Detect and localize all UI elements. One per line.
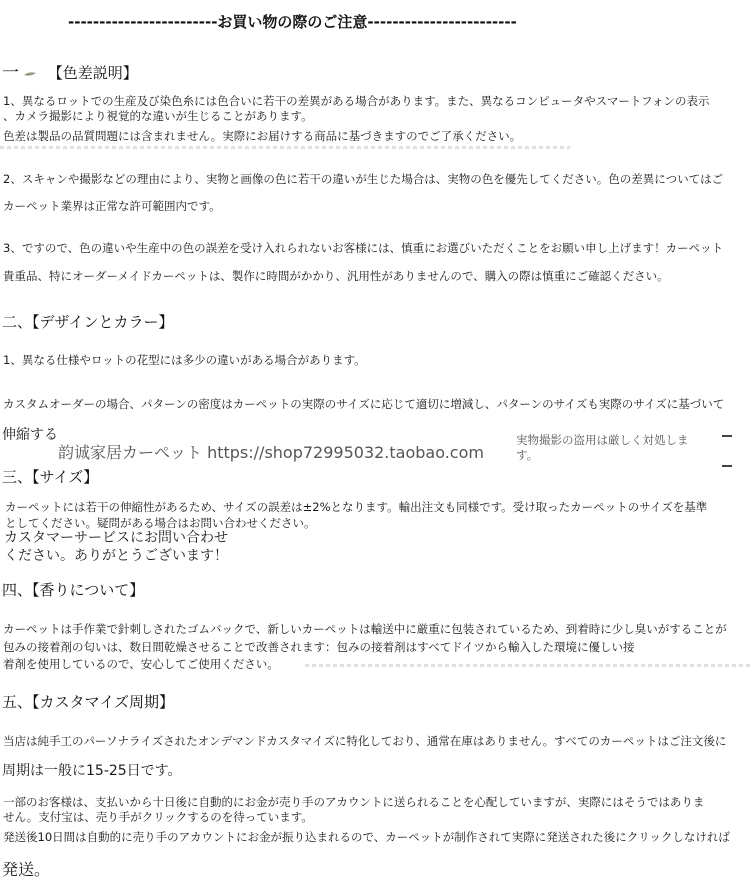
sec5-paragraph-6: 発送。 (2, 860, 51, 879)
sec2-paragraph-1: 1、異なる仕様やロットの花型には多少の違いがある場合があります。 (3, 353, 366, 367)
sec4-paragraph-1: カーペットは手作業で針刺しされたゴムバックで、新しいカーペットは輸送中に厳重に包装されているため、到着時に少し臭いがすることが (3, 622, 727, 636)
sec2-paragraph-3: 伸縮する (2, 427, 58, 443)
sec1-paragraph-3b: 貴重品、特にオーダーメイドカーペットは、製作に時間がかかり、汎用性がありませんので、購入の際は慎重にご確認ください。 (3, 269, 669, 283)
sec4-paragraph-3: 着剤を使用しているので、安心してご使用ください。 (3, 657, 279, 671)
sec5-paragraph-3: 一部のお客様は、支払いから十日後に自動的にお金が売り手のアカウントに送られることを心配していますが、実際にはそうではありま (3, 795, 705, 809)
sec3-paragraph-4: ください。ありがとうございます！ (4, 548, 228, 564)
sec2-paragraph-2: カスタムオーダーの場合、パターンの密度はカーペットの実際のサイズに応じて適切に増減し、パターンのサイズも実際のサイズに基づいて (3, 397, 725, 411)
sec1-paragraph-1a: 1、異なるロットでの生産及び染色糸には色合いに若干の差異がある場合があります。また、異なるコンピュータやスマートフォンの表示 (3, 94, 710, 108)
section-3-heading: 三、【サイズ】 (2, 468, 99, 486)
shop-watermark: 韵诚家居カーペット https://shop72995032.taobao.com (58, 443, 484, 462)
sec1-paragraph-1b: 、カメラ撮影により視覚的な違いが生じることがあります。 (3, 109, 313, 123)
sec1-paragraph-2b: カーペット業界は正常な許可範囲内です。 (3, 199, 221, 213)
section-5-heading: 五、【カスタマイズ周期】 (2, 693, 175, 711)
page-title: ------------------------お買い物の際のご注意------------------------ (68, 13, 517, 31)
mark-decoration (722, 435, 732, 437)
sec4-paragraph-2: 包みの接着剤の匂いは、数日間乾燥させることで改善されます：包みの接着剤はすべてドイツから輸入した環境に優しい接 (3, 640, 635, 654)
copy-warning-watermark: 実物撮影の盗用は厳しく対処します。 (516, 433, 689, 462)
faint-divider (0, 146, 570, 149)
faint-divider (305, 664, 750, 667)
sec3-paragraph-3: カスタマーサービスにお問い合わせ (4, 530, 228, 546)
sec1-paragraph-1c: 色差は製品の品質問題には含まれません。実際にお届けする商品に基づきますのでご了承ください。 (3, 129, 522, 143)
sec5-paragraph-1: 当店は純手工のパーソナライズされたオンデマンドカスタマイズに特化しており、通常在庫はありません。すべてのカーペットはご注文後に (3, 734, 727, 748)
section-1-heading (2, 58, 138, 83)
sec1-paragraph-2a: 2、スキャンや撮影などの理由により、実物と画像の色に若干の違いが生じた場合は、実物の色を優先してください。色の差異についてはご (3, 172, 724, 186)
section-2-heading: 二、【デザインとカラー】 (2, 313, 174, 331)
section-1-number: 一 (2, 63, 19, 83)
section-1-title: 【色差説明】 (47, 64, 138, 82)
sec5-paragraph-4: せん。支付宝は、売り手がクリックするのを待っています。 (3, 810, 313, 824)
mark-decoration (722, 465, 732, 467)
leaf-icon (23, 70, 37, 78)
section-4-heading: 四、【香りについて】 (2, 581, 145, 599)
sec3-paragraph-2: としてください。疑問がある場合はお問い合わせください。 (5, 516, 316, 530)
sec5-paragraph-5: 発送後10日間は自動的に売り手のアカウントにお金が振り込まれるので、カーペットが制作されて実際に発送された後にクリックしなければ (3, 830, 730, 844)
sec3-paragraph-1: カーペットには若干の伸縮性があるため、サイズの誤差は±2%となります。輸出注文も同様です。受け取ったカーペットのサイズを基準 (5, 500, 708, 514)
sec5-paragraph-2: 周期は一般に15-25日です。 (2, 763, 182, 779)
sec1-paragraph-3a: 3、ですので、色の違いや生産中の色の誤差を受け入れられないお客様には、慎重にお選びいただくことをお願い申し上げます！カーペット (3, 241, 724, 255)
